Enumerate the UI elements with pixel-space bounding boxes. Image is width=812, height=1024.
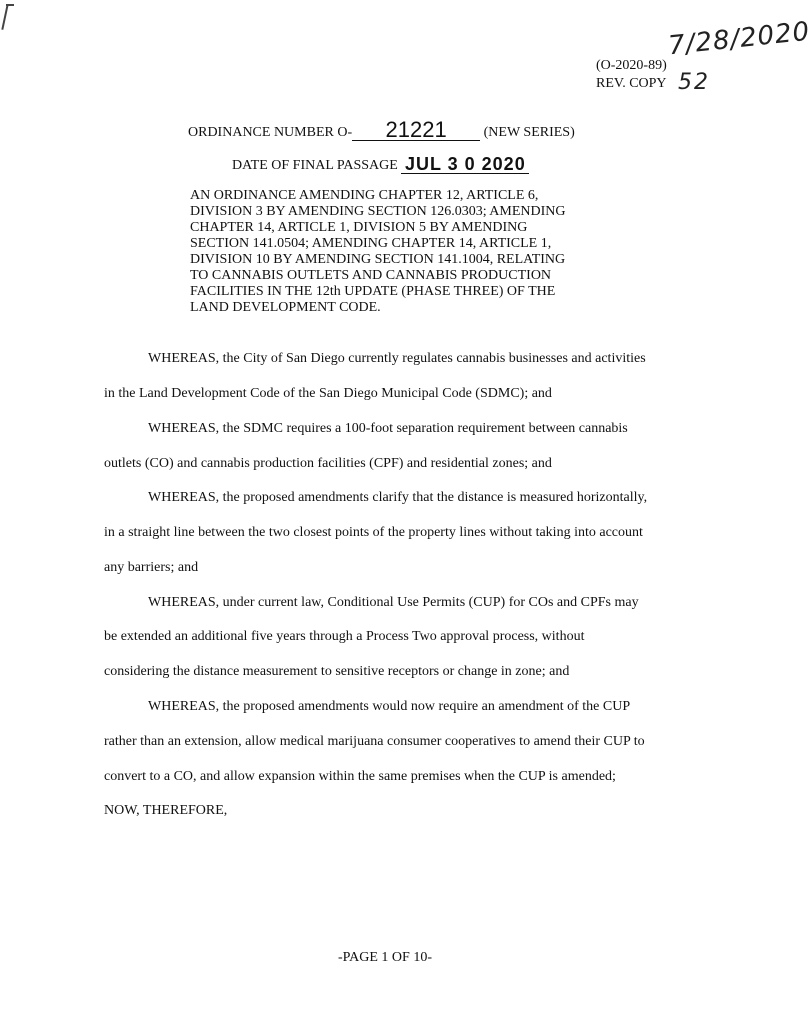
body-line: WHEREAS, the City of San Diego currently regulates cannabis businesses and activities xyxy=(148,351,646,366)
title-line: DIVISION 10 BY AMENDING SECTION 141.1004, RELATING xyxy=(190,252,566,267)
body-line: considering the distance measurement to sensitive receptors or change in zone; and xyxy=(104,664,570,679)
handwritten-date: 7/28/2020 xyxy=(666,16,812,62)
body-line: convert to a CO, and allow expansion within the same premises when the CUP is amended; xyxy=(104,769,616,784)
body-line: WHEREAS, the proposed amendments would now require an amendment of the CUP xyxy=(148,699,631,714)
title-line: SECTION 141.0504; AMENDING CHAPTER 14, ARTICLE 1, xyxy=(190,236,552,251)
final-passage-line xyxy=(232,155,529,174)
scan-mark xyxy=(1,4,8,30)
final-passage-date: JUL 3 0 2020 xyxy=(401,155,529,174)
scan-mark xyxy=(6,4,14,6)
body-line: WHEREAS, the SDMC requires a 100-foot separation requirement between cannabis xyxy=(148,421,628,436)
title-line: TO CANNABIS OUTLETS AND CANNABIS PRODUCTION xyxy=(190,268,552,283)
body-line: NOW, THEREFORE, xyxy=(104,803,228,818)
body-line: rather than an extension, allow medical marijuana consumer cooperatives to amend their CUP to xyxy=(104,734,645,749)
page-number: -PAGE 1 OF 10- xyxy=(338,950,432,965)
title-line: DIVISION 3 BY AMENDING SECTION 126.0303; AMENDING xyxy=(190,204,566,219)
ordinance-number-value: 21221 xyxy=(352,120,480,141)
handwritten-copy-number: 52 xyxy=(678,70,710,95)
body-line: WHEREAS, under current law, Conditional Use Permits (CUP) for COs and CPFs may xyxy=(148,595,639,610)
title-line: FACILITIES IN THE 12th UPDATE (PHASE THREE) OF THE xyxy=(190,284,556,299)
body-line: be extended an additional five years through a Process Two approval process, without xyxy=(104,629,585,644)
title-line: CHAPTER 14, ARTICLE 1, DIVISION 5 BY AMENDING xyxy=(190,220,528,235)
ordinance-number-line xyxy=(188,117,575,142)
ordinance-number-label: ORDINANCE NUMBER O- xyxy=(188,125,353,140)
ordinance-title xyxy=(190,188,610,316)
final-passage-label: DATE OF FINAL PASSAGE xyxy=(232,158,398,173)
rev-copy-label: REV. COPY xyxy=(596,76,667,91)
ordinance-code: (O-2020-89) xyxy=(596,58,667,73)
body-line: in the Land Development Code of the San Diego Municipal Code (SDMC); and xyxy=(104,386,552,401)
body-line: outlets (CO) and cannabis production facilities (CPF) and residential zones; and xyxy=(104,456,552,471)
body-line: any barriers; and xyxy=(104,560,199,575)
body-line: WHEREAS, the proposed amendments clarify that the distance is measured horizontally, xyxy=(148,490,648,505)
title-line: AN ORDINANCE AMENDING CHAPTER 12, ARTICLE 6, xyxy=(190,188,539,203)
title-line: LAND DEVELOPMENT CODE. xyxy=(190,300,381,315)
ordinance-series: (NEW SERIES) xyxy=(483,125,575,140)
body-line: in a straight line between the two closest points of the property lines without taking into account xyxy=(104,525,643,540)
